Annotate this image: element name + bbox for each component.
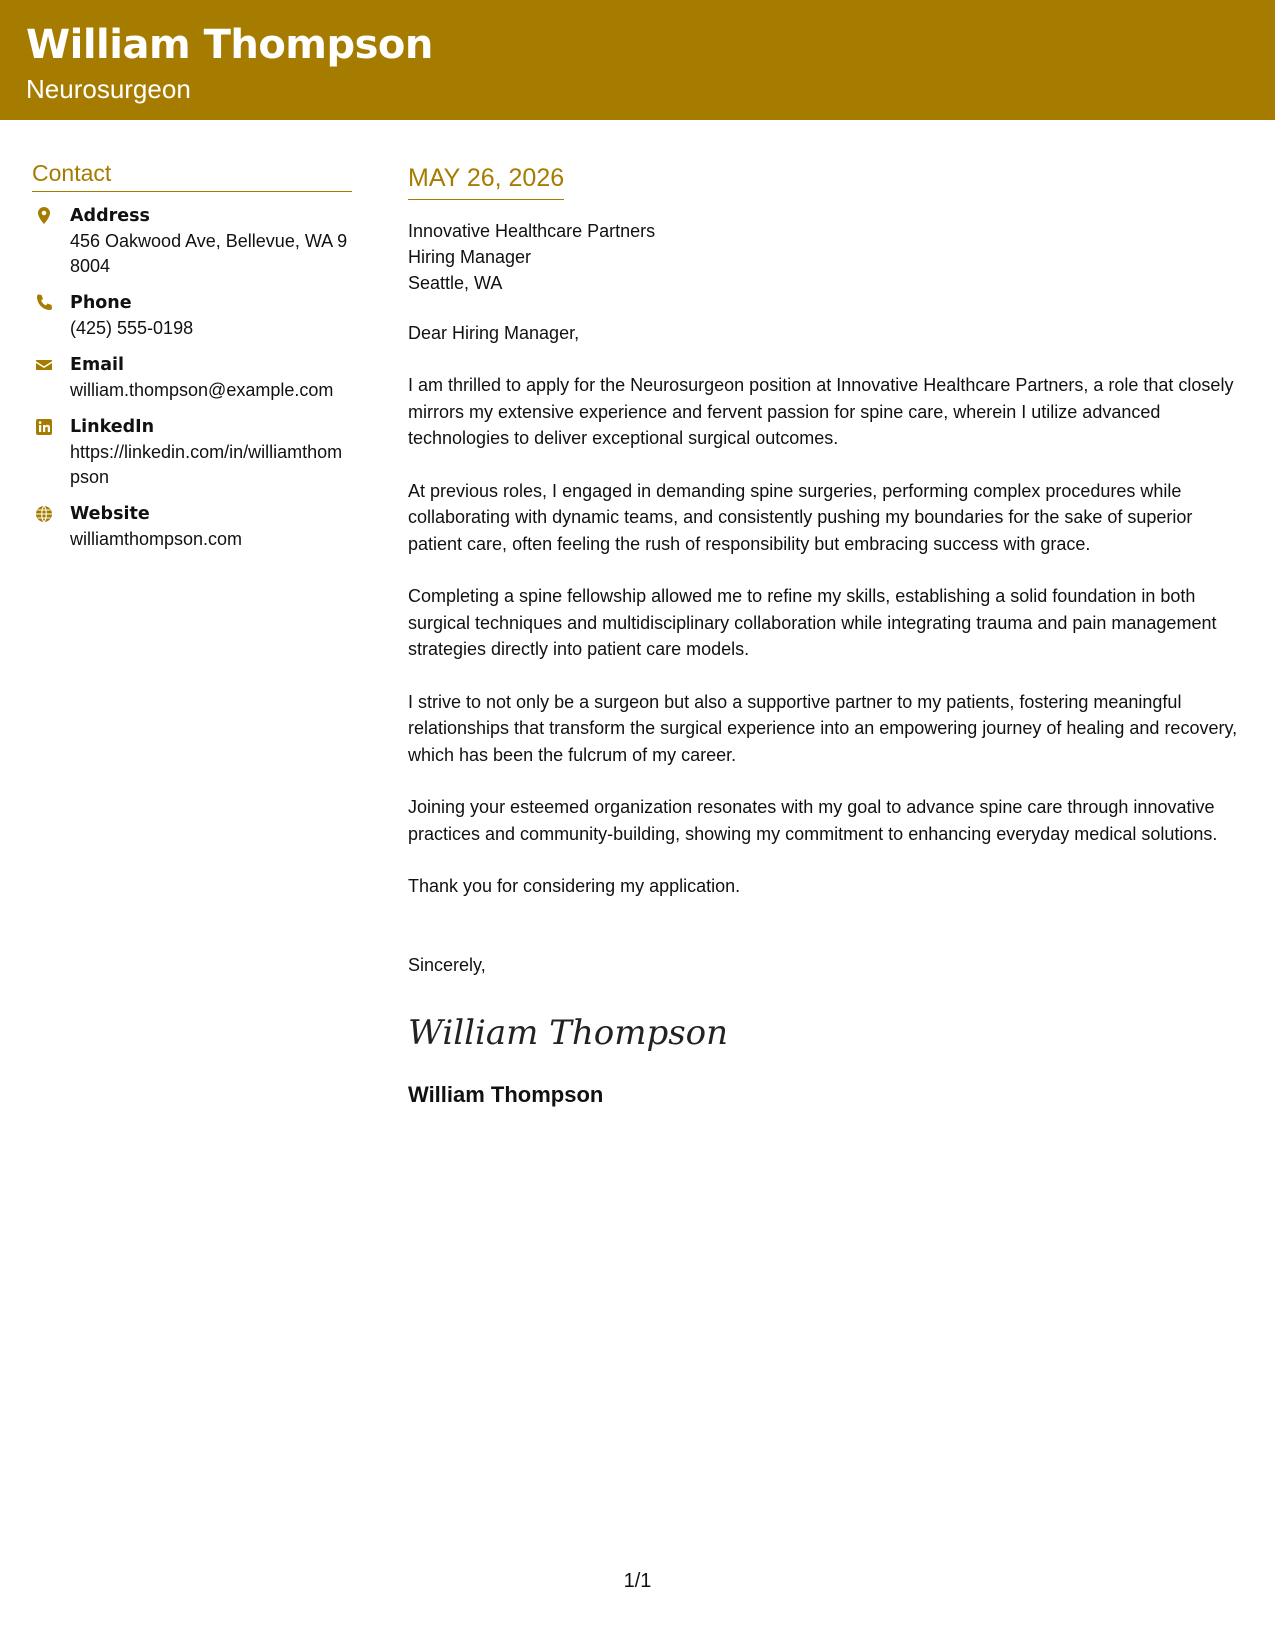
globe-icon — [34, 504, 54, 524]
paragraph: I am thrilled to apply for the Neurosurgeon position at Innovative Healthcare Partners, a role that closely mirrors my extensive experience and fervent passion for spine care, wherein I utilize advanced technologies to deliver exceptional surgical outcomes. — [408, 375, 1234, 448]
page-number: 1/1 — [623, 1570, 652, 1592]
sidebar — [32, 160, 352, 564]
paragraph: At previous roles, I engaged in demanding spine surgeries, performing complex procedures while collaborating with dynamic teams, and consistently pushing my boundaries for the sake of superior patient care, often feeling the rush of responsibility but embracing success with grace. — [408, 480, 1193, 554]
contact-email — [32, 353, 352, 403]
paragraph: Thank you for considering my application. — [408, 876, 741, 896]
contact-address — [32, 204, 352, 279]
letter-date: MAY 26, 2026 — [408, 164, 564, 200]
contact-heading: Contact — [32, 160, 352, 192]
contact-email-label: Email — [70, 355, 124, 375]
signature-image: William Thompson — [408, 1012, 729, 1053]
applicant-name: William Thompson — [26, 22, 433, 68]
header-banner — [0, 0, 1275, 120]
contact-website-label: Website — [70, 504, 150, 524]
paragraph: Completing a spine fellowship allowed me to refine my skills, establishing a solid foundation in both surgical techniques and multidisciplinary collaboration while integrating trauma and pain management strategies directly into patient care models. — [408, 586, 1217, 659]
recipient-block — [408, 218, 1248, 296]
signed-name: William Thompson — [408, 1081, 604, 1107]
paragraph: I strive to not only be a surgeon but also a supportive partner to my patients, fostering meaningful relationships that transform the surgical experience into an empowering journey of healing and recovery, which has been the fulcrum of my career. — [408, 691, 1238, 765]
contact-address-label: Address — [70, 206, 150, 226]
contact-list — [32, 204, 352, 552]
applicant-role: Neurosurgeon — [26, 74, 191, 104]
recipient-title: Hiring Manager — [408, 247, 532, 267]
phone-icon — [34, 293, 54, 313]
contact-phone — [32, 291, 352, 341]
contact-address-value: 456 Oakwood Ave, Bellevue, WA 98004 — [70, 231, 348, 276]
contact-phone-value: (425) 555-0198 — [70, 318, 194, 338]
contact-linkedin-label: LinkedIn — [70, 417, 155, 437]
recipient-company: Innovative Healthcare Partners — [408, 221, 656, 241]
paragraph: Joining your esteemed organization resonates with my goal to advance spine care through innovative practices and community-building, showing my commitment to enhancing everyday medical solutions. — [408, 797, 1218, 844]
linkedin-icon — [34, 417, 54, 437]
envelope-icon — [34, 355, 54, 375]
contact-phone-label: Phone — [70, 293, 132, 313]
contact-website-value[interactable]: williamthompson.com — [70, 529, 243, 549]
map-pin-icon — [34, 206, 54, 226]
contact-linkedin-value[interactable]: https://linkedin.com/in/williamthompson — [70, 442, 343, 487]
letter-body — [408, 164, 1248, 1108]
contact-email-value[interactable]: william.thompson@example.com — [70, 380, 334, 400]
salutation: Dear Hiring Manager, — [408, 323, 580, 343]
closing: Sincerely, — [408, 954, 486, 975]
contact-website — [32, 502, 352, 552]
recipient-location: Seattle, WA — [408, 273, 503, 293]
contact-linkedin — [32, 415, 352, 490]
